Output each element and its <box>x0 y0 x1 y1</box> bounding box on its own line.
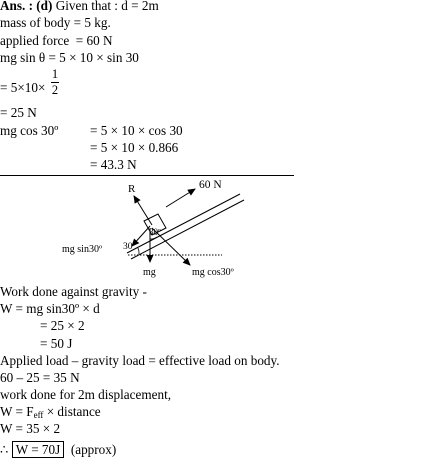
w-feff-sub: eff <box>33 410 44 420</box>
normal-reaction-arrow <box>134 196 152 225</box>
incline-diagram <box>0 176 433 286</box>
given-text: Given that : d = 2m <box>52 0 159 13</box>
cos-step-1: = 5 × 10 × cos 30 <box>90 123 183 138</box>
w-feff-b: × distance <box>43 404 101 419</box>
sin-result-line: = 25 N <box>0 105 37 120</box>
answer-label: Ans. : (d) <box>0 0 53 13</box>
incline-angle-label: 30º <box>123 242 136 252</box>
applied-force-line: applied force = 60 N <box>0 33 113 48</box>
work-for-line: work done for 2m displacement, <box>0 387 172 402</box>
cos-result: = 43.3 N <box>90 157 137 172</box>
final-answer-line <box>0 443 116 456</box>
fraction-numerator: 1 <box>51 67 59 81</box>
incline-angle-arc <box>138 248 139 254</box>
fraction-half <box>51 68 59 97</box>
w-feff-a: W = F <box>0 404 34 419</box>
incline-bottom-edge <box>131 200 244 259</box>
w-product-line: W = 35 × 2 <box>0 421 61 436</box>
approx-text: (approx) <box>64 442 117 457</box>
mass-line: mass of body = 5 kg. <box>0 15 111 30</box>
subtraction-line: 60 – 25 = 35 N <box>0 370 80 385</box>
therefore-symbol: ∴ <box>0 442 12 457</box>
work-result: = 50 J <box>40 336 73 351</box>
incline-top-edge <box>127 194 240 253</box>
fraction-prefix: = 5×10× <box>0 80 46 95</box>
normal-reaction-label: R <box>128 183 136 195</box>
force-label: 60 N <box>199 179 222 191</box>
applied-force-arrow <box>166 189 195 207</box>
mg-label: mg <box>143 267 156 278</box>
answer-line <box>0 0 159 12</box>
fraction-denominator: 2 <box>51 83 59 97</box>
work-heading: Work done against gravity - <box>0 284 147 299</box>
inner-angle-label: 30º <box>149 227 161 237</box>
work-equation: W = mg sin30º × d <box>0 301 100 316</box>
w-feff-line <box>0 405 101 418</box>
work-step: = 25 × 2 <box>40 318 85 333</box>
mg-cos-label: mg cos 30º <box>0 123 59 138</box>
inner-angle-arc <box>150 237 157 239</box>
mg-sin-label: mg sin30º <box>62 244 103 255</box>
mg-cos-label: mg cos30º <box>192 267 234 278</box>
final-answer-box: W = 70J <box>12 441 65 458</box>
applied-load-line: Applied load – gravity load = effective load on body. <box>0 353 280 368</box>
cos-step-2: = 5 × 10 × 0.866 <box>90 140 179 155</box>
mg-sin-line: mg sin θ = 5 × 10 × sin 30 <box>0 50 139 65</box>
